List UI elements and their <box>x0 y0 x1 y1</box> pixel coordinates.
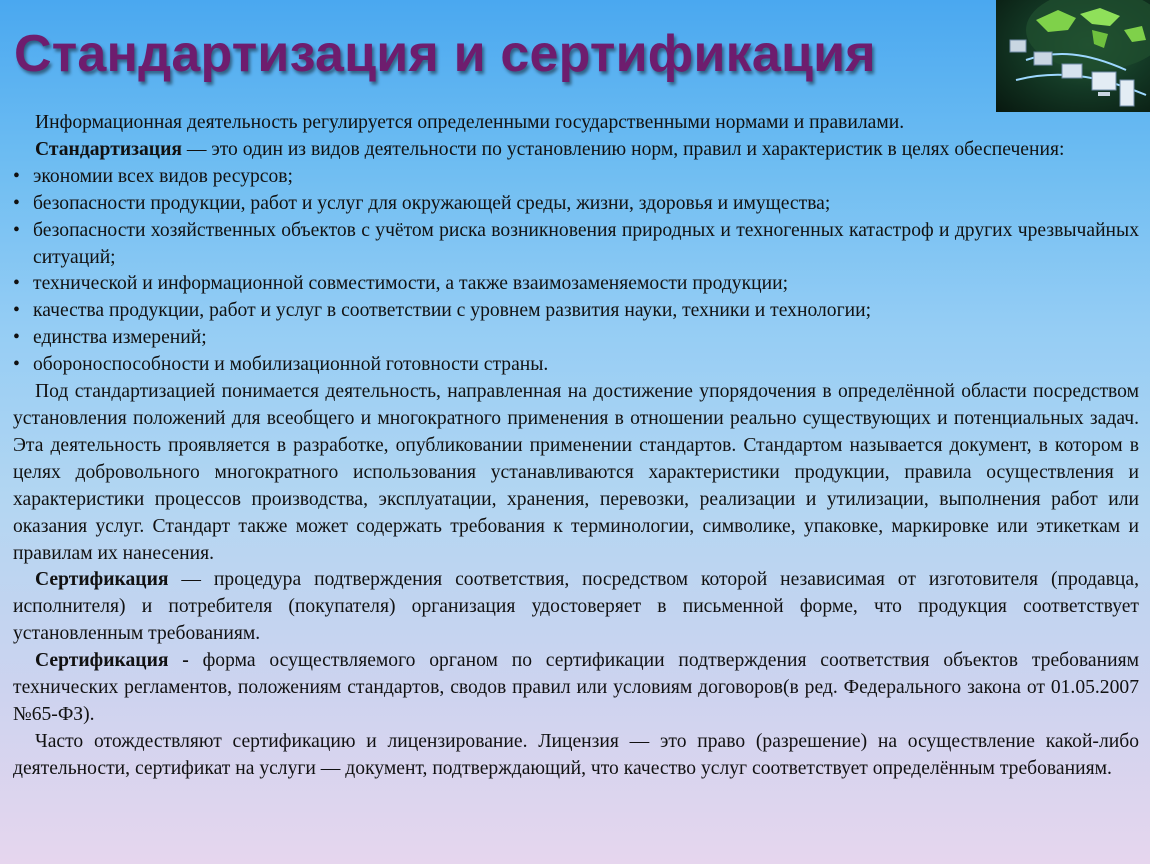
certification-definition: форма осуществляемого органом по сертификации подтверждения соответствия объектов требованиям технических регламентов, положениям стандартов, сводов правил или условиям договоров(в ред. Федерального закона от 01.05.2007 №65-ФЗ). <box>13 650 1139 725</box>
bullet-icon: • <box>13 327 20 349</box>
standardization-definition: — это один из видов деятельности по установлению норм, правил и характеристик в целях обеспечения: <box>181 138 1065 160</box>
list-item-text: качества продукции, работ и услуг в соответствии с уровнем развития науки, техники и технологии; <box>33 300 872 322</box>
certification-definition: — процедура подтверждения соответствия, посредством которой независимая от изготовителя (продавца, исполнителя) и потребителя (покупателя) организация удостоверяет в письменной форме, что продукция соответствует установленным требованиям. <box>13 569 1139 645</box>
standardization-paragraph <box>13 137 1139 164</box>
license-paragraph: Часто отождествляют сертификацию и лицензирование. Лицензия — это право (разрешение) на осуществление какой-либо деятельности, сертификат на услуги — документ, подтверждающий, что качество услуг соответствует определённым требованиям. <box>13 730 1139 779</box>
page-title: Стандартизация и сертификация <box>14 25 876 83</box>
list-item-text: технической и информационной совместимости, а также взаимозаменяемости продукции; <box>33 273 789 295</box>
list-item <box>13 191 1139 218</box>
certification-term: Сертификация - <box>35 650 189 672</box>
bullet-icon: • <box>13 354 20 376</box>
list-item <box>13 164 1139 191</box>
standard-definition-paragraph: Под стандартизацией понимается деятельность, направленная на достижение упорядочения в определённой области посредством установления положений для всеобщего и многократного применения в отношении реально существующих и потенциальных задач. Эта деятельность проявляется в разработке, опубликовании применении стандартов. Стандартом называется документ, в котором в целях добровольного многократного использования устанавливаются характеристики продукции, правила осуществления и характеристики процессов производства, эксплуатации, хранения, перевозки, реализации и утилизации, выполнения работ или оказания услуг. Стандарт также может содержать требования к терминологии, символике, упаковке, маркировке или этикеткам и правилам их нанесения. <box>13 381 1139 564</box>
globe-network-image <box>996 0 1150 112</box>
list-item-text: безопасности хозяйственных объектов с учётом риска возникновения природных и техногенных катастроф и других чрезвычайных ситуаций; <box>33 219 1139 268</box>
bullet-icon: • <box>13 300 20 322</box>
list-item <box>13 352 1139 379</box>
main-text <box>13 110 1139 783</box>
list-item-text: безопасности продукции, работ и услуг для окружающей среды, жизни, здоровья и имущества; <box>33 192 831 214</box>
list-item <box>13 298 1139 325</box>
bullet-icon: • <box>13 219 20 241</box>
list-item <box>13 325 1139 352</box>
certification-paragraph-1 <box>13 567 1139 648</box>
list-item <box>13 271 1139 298</box>
list-item <box>13 218 1139 272</box>
intro-paragraph: Информационная деятельность регулируется определенными государственными нормами и правилами. <box>35 112 905 133</box>
globe-network-icon <box>996 0 1150 112</box>
bullet-icon: • <box>13 165 20 187</box>
list-item-text: единства измерений; <box>33 327 207 349</box>
standardization-term: Стандартизация <box>35 138 182 160</box>
list-item-text: обороноспособности и мобилизационной готовности страны. <box>33 354 549 376</box>
certification-paragraph-2 <box>13 648 1139 729</box>
bullet-icon: • <box>13 273 20 295</box>
list-item-text: экономии всех видов ресурсов; <box>33 165 293 187</box>
bullet-icon: • <box>13 192 20 214</box>
certification-term: Сертификация <box>35 569 169 591</box>
